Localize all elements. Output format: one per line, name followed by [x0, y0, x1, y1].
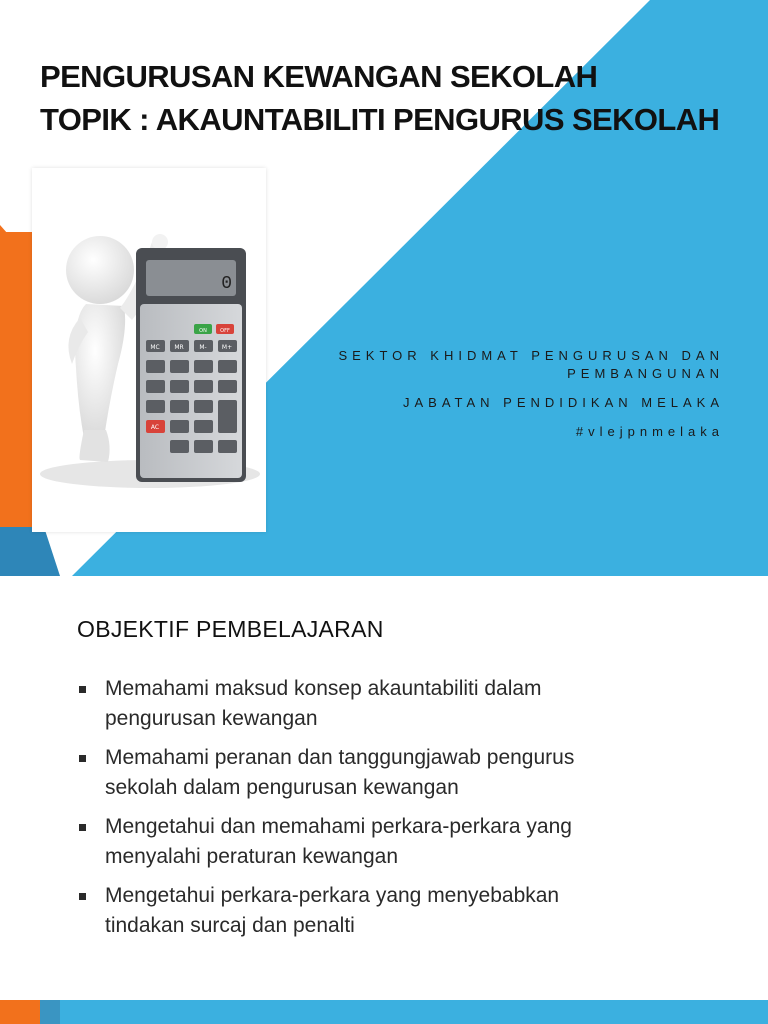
- list-item: [77, 674, 697, 734]
- square-bullet-icon: [79, 824, 86, 831]
- bullet-text-line-2: tindakan surcaj dan penalti: [105, 914, 355, 937]
- slide-title: [40, 55, 719, 141]
- objectives-heading: OBJEKTIF PEMBELAJARAN: [77, 616, 384, 642]
- bullet-text-line-2: menyalahi peraturan kewangan: [105, 845, 399, 868]
- objectives-slide: [0, 580, 768, 1024]
- list-item: [77, 881, 697, 941]
- bullet-text-line-2: sekolah dalam pengurusan kewangan: [105, 776, 459, 799]
- square-bullet-icon: [79, 686, 86, 693]
- dark-blue-corner: [0, 527, 60, 576]
- svg-text:OFF: OFF: [220, 328, 230, 334]
- calculator-display-value: 0: [221, 274, 232, 294]
- bullet-text-line-1: Memahami peranan dan tanggungjawab pengurus: [105, 746, 575, 769]
- list-item: [77, 743, 697, 803]
- square-bullet-icon: [79, 755, 86, 762]
- svg-text:MC: MC: [150, 344, 160, 351]
- subtitle-block: [304, 347, 724, 452]
- svg-text:AC: AC: [150, 424, 160, 431]
- calculator-body: [136, 248, 246, 482]
- calculator-illustration: [32, 168, 266, 532]
- bullet-text-line-1: Memahami maksud konsep akauntabiliti dalam: [105, 677, 542, 700]
- title-line-1: PENGURUSAN KEWANGAN SEKOLAH: [40, 59, 598, 94]
- bullet-text-line-2: pengurusan kewangan: [105, 707, 318, 730]
- subtitle-org: [304, 347, 724, 383]
- objectives-list: [77, 674, 697, 950]
- subtitle-department: JABATAN PENDIDIKAN MELAKA: [402, 395, 724, 410]
- subtitle-hashtag: #vlejpnmelaka: [575, 424, 724, 439]
- list-item: [77, 812, 697, 872]
- title-line-2: TOPIK : AKAUNTABILITI PENGURUS SEKOLAH: [40, 102, 720, 137]
- square-bullet-icon: [79, 893, 86, 900]
- subtitle-line-2: PEMBANGUNAN: [567, 366, 724, 381]
- svg-text:M-: M-: [199, 344, 207, 351]
- bottom-accent-bar: [0, 1000, 768, 1024]
- bullet-text-line-1: Mengetahui perkara-perkara yang menyebabkan: [105, 884, 560, 907]
- svg-text:ON: ON: [199, 328, 207, 334]
- subtitle-line-1: SEKTOR KHIDMAT PENGURUSAN DAN: [338, 348, 724, 363]
- svg-text:MR: MR: [174, 344, 184, 351]
- svg-text:M+: M+: [221, 344, 233, 351]
- bullet-text-line-1: Mengetahui dan memahami perkara-perkara yang: [105, 815, 572, 838]
